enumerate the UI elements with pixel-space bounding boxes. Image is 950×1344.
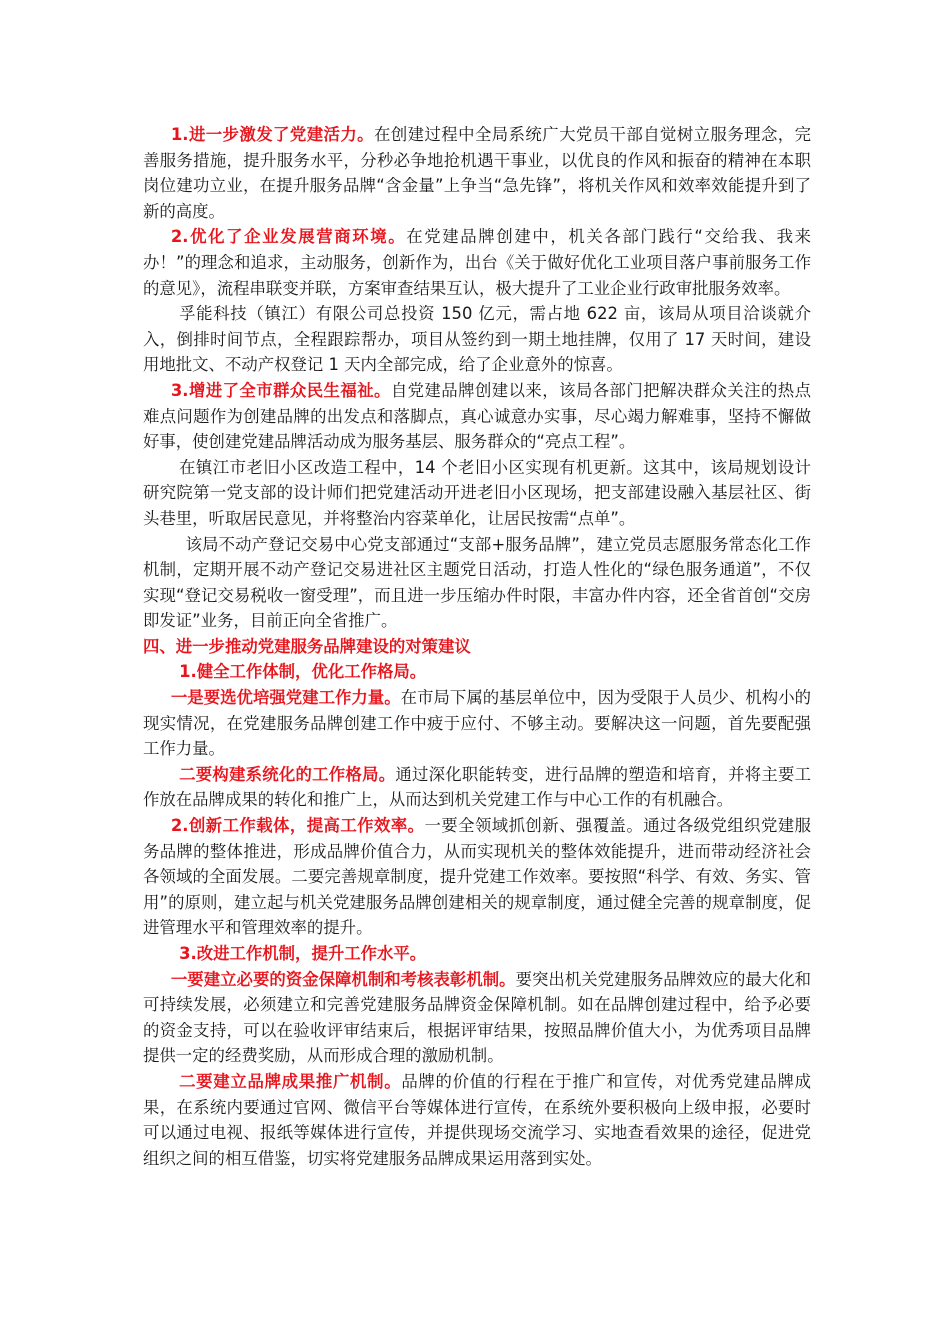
paragraph-text: 在镇江市老旧小区改造工程中，14 个老旧小区实现有机更新。这其中，该局规划设计研究院第一党支部的设计师们把党建活动开进老旧小区现场，把支部建设融入基层社区、街头巷里，听取居民意见，并将整治内容菜单化，让居民按需“点单”。 [143, 457, 811, 528]
paragraph-lead: 一要建立必要的资金保障机制和考核表彰机制。 [170, 969, 516, 989]
paragraph-funding-mechanism [143, 967, 811, 1069]
paragraph-lead: 二要构建系统化的工作格局。 [179, 764, 396, 784]
paragraph-text: 一要全领域抓创新、强覆盖。通过各级党组织党建服务品牌的整体推进，形成品牌价值合力，从而实现机关的整体效能提升，进而带动经济社会各领域的全面发展。二要完善规章制度，提升党建工作效率。要按照“科学、有效、务实、管用”的原则，建立起与机关党建服务品牌创建相关的规章制度，通过健全完善的规章制度，促进管理水平和管理效率的提升。 [143, 816, 811, 938]
paragraph-text: 品牌的价值的行程在于推广和宣传，对优秀党建品牌成果，在系统内要通过官网、微信平台等媒体进行宣传，在系统外要积极向上级申报，必要时可以通过电视、报纸等媒体进行宣传，并提供现场交流学习、实地查看效果的途径，促进党组织之间的相互借鉴，切实将党建服务品牌成果运用落到实处。 [143, 1071, 812, 1168]
document-body [143, 122, 811, 1171]
paragraph-lead: 2.创新工作载体，提高工作效率。 [170, 816, 425, 836]
paragraph-funeng-case [143, 301, 811, 378]
paragraph-real-estate-case [143, 532, 811, 634]
paragraph-strengthen-force [143, 685, 811, 762]
subheading-work-mechanism: 3.改进工作机制，提升工作水平。 [179, 944, 427, 963]
paragraph-systematic-pattern [143, 762, 811, 813]
paragraph-innovate-carrier [143, 813, 811, 941]
paragraph-business-environment [143, 224, 811, 301]
paragraph-text: 通过深化职能转变，进行品牌的塑造和培育，并将主要工作放在品牌成果的转化和推广上，从而达到机关党建工作与中心工作的有机融合。 [143, 764, 812, 810]
paragraph-public-welfare [143, 378, 811, 455]
paragraph-text: 该局不动产登记交易中心党支部通过“支部+服务品牌”，建立党员志愿服务常态化工作机制，定期开展不动产登记交易进社区主题党日活动，打造人性化的“绿色服务通道”，不仅实现“登记交易税收一窗受理”，而且进一步压缩办件时限，丰富办件内容，还全省首创“交房即发证”业务，目前正向全省推广。 [143, 534, 811, 631]
section-heading-4: 四、进一步推动党建服务品牌建设的对策建议 [143, 636, 471, 656]
subheading-work-system: 1.健全工作体制，优化工作格局。 [179, 662, 427, 682]
paragraph-party-vitality [143, 122, 811, 224]
paragraph-lead: 二要建立品牌成果推广机制。 [179, 1071, 402, 1091]
paragraph-text: 在市局下属的基层单位中，因为受限于人员少、机构小的现实情况，在党建服务品牌创建工作中疲于应付、不够主动。要解决这一问题，首先要配强工作力量。 [143, 688, 811, 759]
paragraph-lead: 3.增进了全市群众民生福祉。 [170, 380, 391, 400]
paragraph-promotion-mechanism [143, 1069, 811, 1171]
paragraph-text: 孚能科技（镇江）有限公司总投资 150 亿元，需占地 622 亩，该局从项目洽谈就介入，倒排时间节点，全程跟踪帮办，项目从签约到一期土地挂牌，仅用了 17 天时间，建设用地批文、不动产权登记 1 天内全部完成，给了企业意外的惊喜。 [143, 304, 811, 375]
paragraph-lead: 一是要选优培强党建工作力量。 [170, 688, 401, 708]
paragraph-text: 在党建品牌创建中，机关各部门践行“交给我、我来办！”的理念和追求，主动服务，创新作为，出台《关于做好优化工业项目落户事前服务工作的意见》，流程串联变并联，方案审查结果互认，极大提升了工业企业行政审批服务效率。 [143, 227, 811, 298]
paragraph-old-community-case [143, 455, 811, 532]
paragraph-lead: 1.进一步激发了党建活力。 [170, 125, 375, 144]
paragraph-text: 自党建品牌创建以来，该局各部门把解决群众关注的热点难点问题作为创建品牌的出发点和落脚点，真心诚意办实事，尽心竭力解难事，坚持不懈做好事，使创建党建品牌活动成为服务基层、服务群众的“亮点工程”。 [143, 380, 811, 452]
paragraph-lead: 2.优化了企业发展营商环境。 [170, 227, 407, 247]
paragraph-text: 在创建过程中全局系统广大党员干部自觉树立服务理念，完善服务措施，提升服务水平，分秒必争地抢机遇干事业，以优良的作风和振奋的精神在本职岗位建功立业，在提升服务品牌“含金量”上争当“急先锋”，将机关作风和效率效能提升到了新的高度。 [143, 125, 812, 221]
paragraph-text: 要突出机关党建服务品牌效应的最大化和可持续发展，必须建立和完善党建服务品牌资金保障机制。如在品牌创建过程中，给予必要的资金支持，可以在验收评审结束后，根据评审结果，按照品牌价值大小，为优秀项目品牌提供一定的经费奖励，从而形成合理的激励机制。 [143, 969, 812, 1066]
